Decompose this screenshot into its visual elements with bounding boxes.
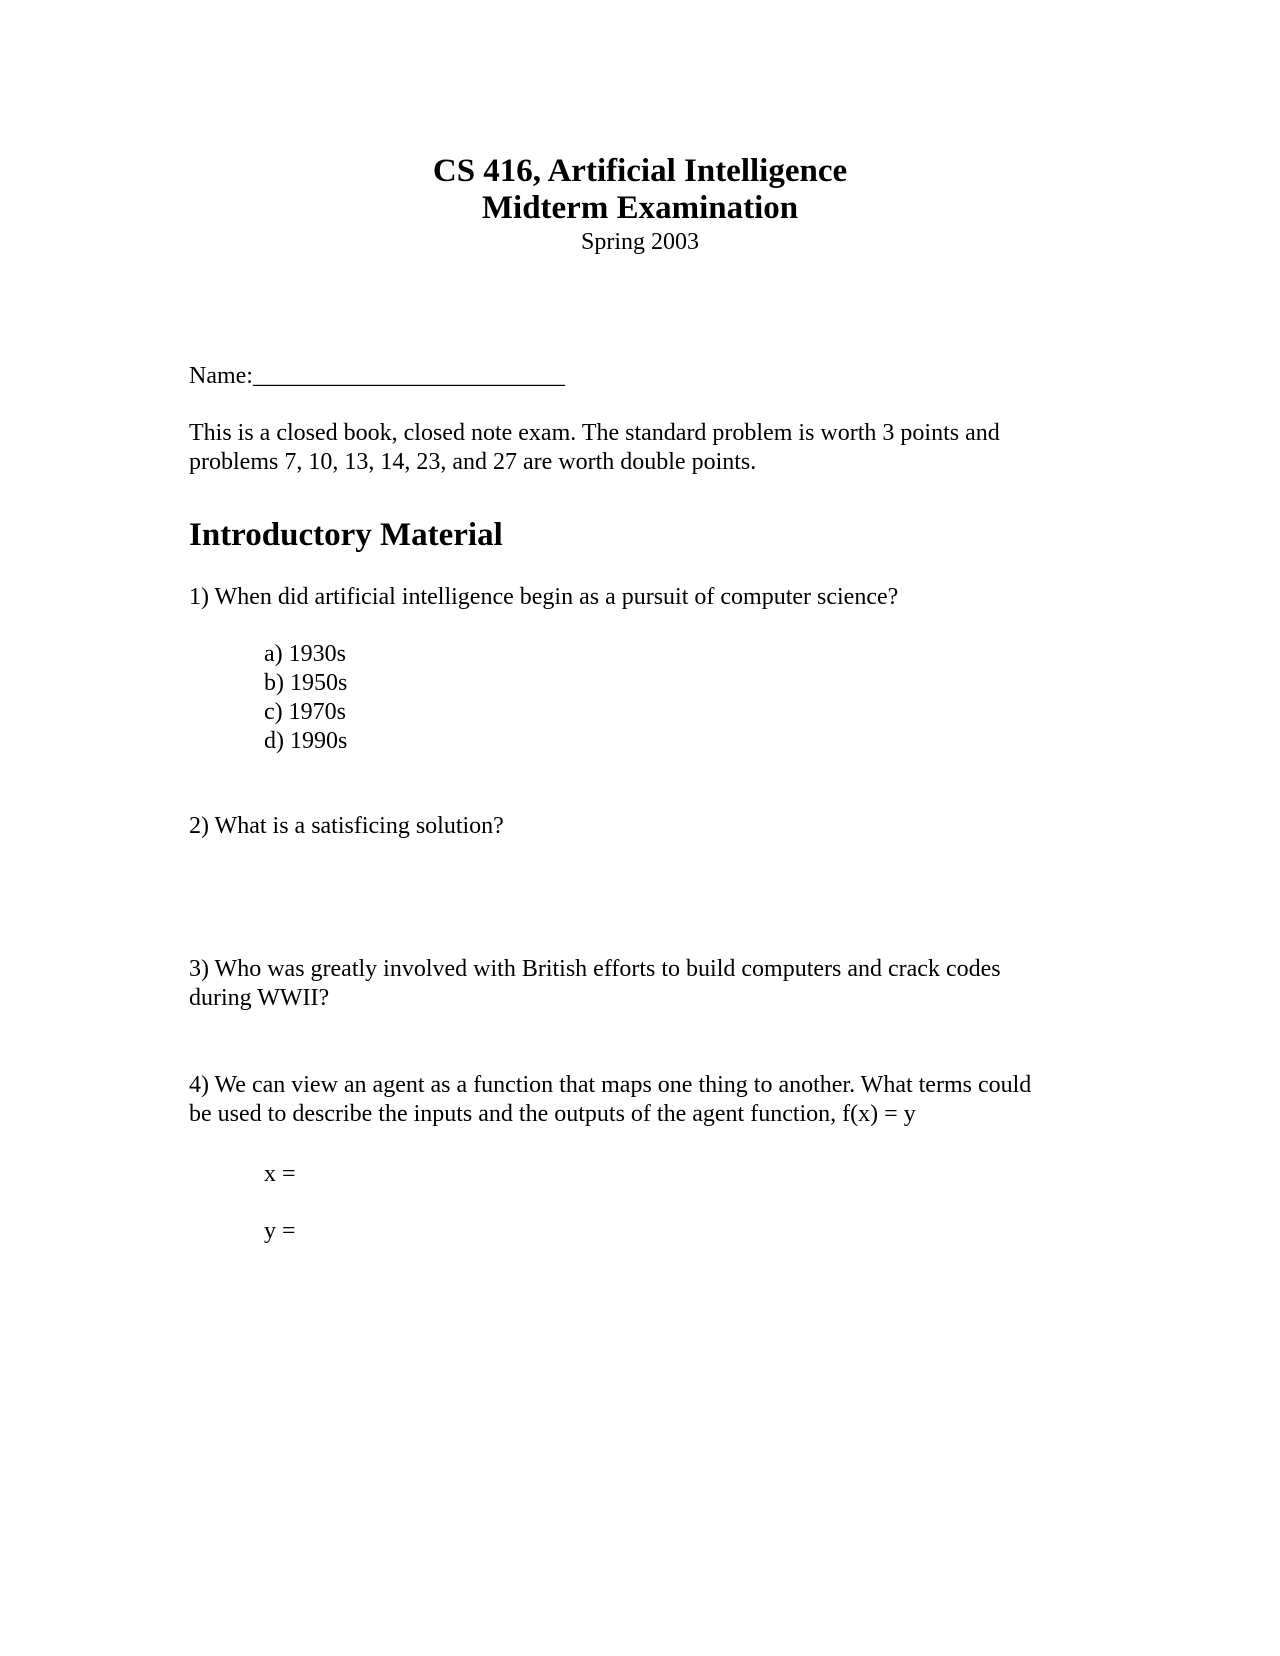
instructions-line-1: This is a closed book, closed note exam. The standard problem is worth 3 points and xyxy=(189,420,1000,446)
question-3-line-2: during WWII? xyxy=(189,985,330,1011)
exam-term: Spring 2003 xyxy=(580,229,699,255)
question-4-line-1: 4) We can view an agent as a function that maps one thing to another. What terms could xyxy=(189,1072,1032,1098)
q1-option-b: b) 1950s xyxy=(264,670,348,696)
question-1: 1) When did artificial intelligence begin as a pursuit of computer science? xyxy=(189,584,899,610)
exam-title: Midterm Examination xyxy=(481,190,799,226)
section-heading: Introductory Material xyxy=(189,517,503,553)
q4-answer-x: x = xyxy=(264,1161,296,1187)
exam-title-course: CS 416, Artificial Intelligence xyxy=(432,153,848,189)
q4-answer-y: y = xyxy=(264,1218,296,1244)
question-3-line-1: 3) Who was greatly involved with British efforts to build computers and crack codes xyxy=(189,956,1001,982)
name-field: Name:__________________________ xyxy=(189,363,565,389)
q1-option-d: d) 1990s xyxy=(264,728,348,754)
q1-option-c: c) 1970s xyxy=(264,699,346,725)
instructions-line-2: problems 7, 10, 13, 14, 23, and 27 are worth double points. xyxy=(189,449,757,475)
q1-option-a: a) 1930s xyxy=(264,641,346,667)
question-4-line-2: be used to describe the inputs and the outputs of the agent function, f(x) = y xyxy=(189,1101,916,1127)
question-2: 2) What is a satisficing solution? xyxy=(189,813,504,839)
